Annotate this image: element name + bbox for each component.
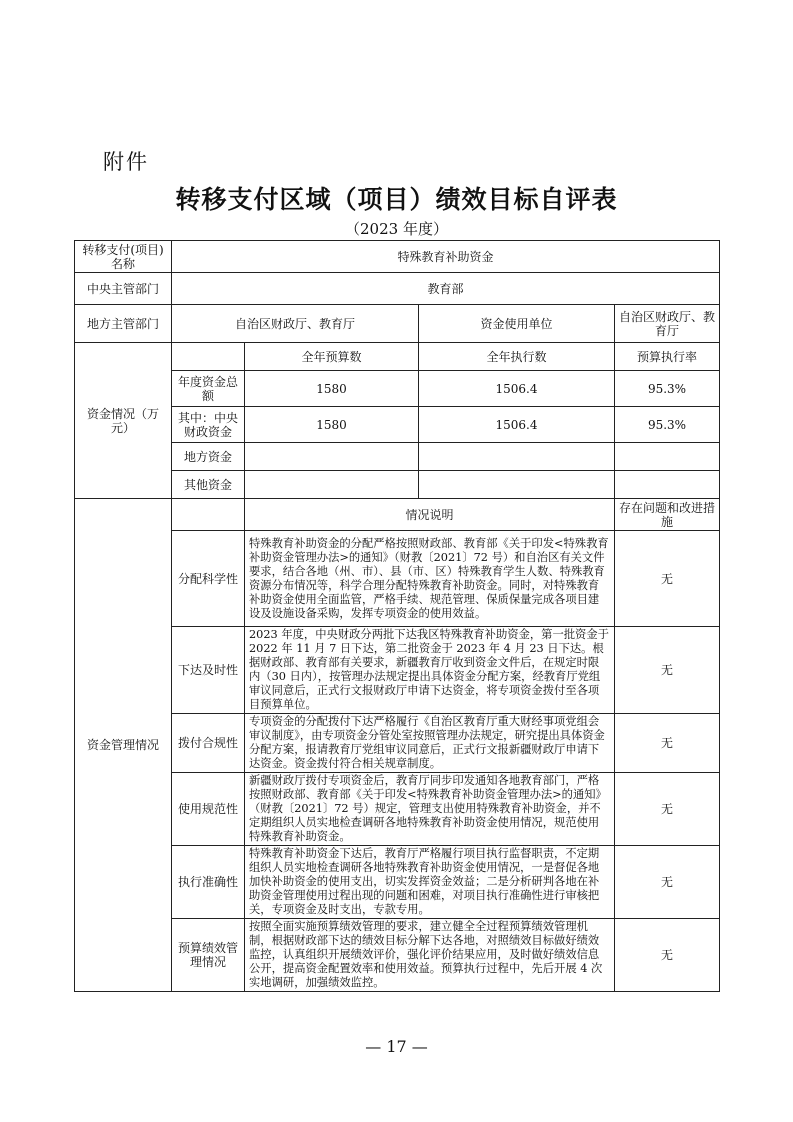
management-header-desc: 情况说明 (245, 499, 615, 531)
item-label: 下达及时性 (172, 627, 245, 714)
funds-header-rate: 预算执行率 (615, 343, 720, 371)
item-desc: 特殊教育补助资金下达后，教育厅严格履行项目执行监督职责，不定期组织人员实地检查调研各地特殊教育补助资金使用情况，一是督促各地加快补助资金的使用支出，切实发挥资金效益；二是分析研判各地在补助资金管理使用过程出现的问题和困难，对项目执行准确性进行审核把关，专项资金及时支出，专款专用。 (245, 846, 615, 919)
table-row (75, 531, 720, 627)
item-label: 执行准确性 (172, 846, 245, 919)
table-row (75, 407, 720, 443)
item-label: 分配科学性 (172, 531, 245, 627)
funds-total-rate: 95.3% (615, 371, 720, 407)
table-row (75, 343, 720, 371)
self-evaluation-table (74, 240, 720, 992)
table-row (75, 241, 720, 273)
item-label: 拨付合规性 (172, 714, 245, 773)
funds-other-label: 其他资金 (172, 471, 245, 499)
funds-local-rate (615, 443, 720, 471)
table-row (75, 471, 720, 499)
table-row (75, 273, 720, 305)
item-desc: 专项资金的分配拨付下达严格履行《自治区教育厅重大财经事项党组会审议制度》，由专项资金分管处室按照管理办法规定，研究提出具体资金分配方案，报请教育厅党组审议同意后，正式行文报新疆财政厅申请下达资金。资金拨付符合相关规章制度。 (245, 714, 615, 773)
funds-header-blank (172, 343, 245, 371)
table-row (75, 371, 720, 407)
item-issues: 无 (615, 627, 720, 714)
item-issues: 无 (615, 773, 720, 846)
funds-local-budget (245, 443, 419, 471)
funds-other-rate (615, 471, 720, 499)
report-year: （2023 年度） (345, 220, 448, 238)
item-desc: 按照全面实施预算绩效管理的要求，建立健全全过程预算绩效管理机制，根据财政部下达的绩效目标分解下达各地，对照绩效目标做好绩效监控，认真组织开展绩效评价，强化评价结果应用，及时做好绩效信息公开，提高资金配置效率和使用效益。预算执行过程中，先后开展 4 次实地调研，加强绩效监控。 (245, 919, 615, 992)
item-label: 预算绩效管理情况 (172, 919, 245, 992)
table-row (75, 773, 720, 846)
funds-other-budget (245, 471, 419, 499)
funds-total-executed: 1506.4 (419, 371, 615, 407)
funds-central-budget: 1580 (245, 407, 419, 443)
page-title: 转移支付区域（项目）绩效目标自评表 (175, 185, 618, 214)
funds-central-rate: 95.3% (615, 407, 720, 443)
funds-section-label: 资金情况（万元） (75, 343, 172, 499)
project-name-value: 特殊教育补助资金 (172, 241, 720, 273)
item-desc: 特殊教育补助资金的分配严格按照财政部、教育部《关于印发<特殊教育补助资金管理办法>的通知》（财教〔2021〕72 号）和自治区有关文件要求，结合各地（州、市）、县（市、区）特殊教育学生人数、特殊教育资源分布情况等，科学合理分配特殊教育补助资金。同时，对特殊教育补助资金使用全面监管，严格手续、规范管理、保质保量完成各项目建设及设施设备采购，发挥专项资金的使用效益。 (245, 531, 615, 627)
item-desc: 2023 年度，中央财政分两批下达我区特殊教育补助资金，第一批资金于 2022 年 11 月 7 日下达，第二批资金于 2023 年 4 月 23 日下达。根据财政部、教育部有关要求，新疆教育厅收到资金文件后，在规定时限内（30 日内），按管理办法规定提出具体资金分配方案，经教育厅党组审议同意后，正式行文报财政厅申请下达资金，将专项资金拨付至各项目预算单位。 (245, 627, 615, 714)
table-row (75, 305, 720, 343)
central-dept-label: 中央主管部门 (75, 273, 172, 305)
local-dept-label: 地方主管部门 (75, 305, 172, 343)
table-row (75, 846, 720, 919)
item-issues: 无 (615, 846, 720, 919)
management-header-blank (172, 499, 245, 531)
funds-central-label: 其中：中央财政资金 (172, 407, 245, 443)
funds-central-executed: 1506.4 (419, 407, 615, 443)
funds-local-label: 地方资金 (172, 443, 245, 471)
table-row (75, 627, 720, 714)
table-row (75, 443, 720, 471)
fund-user-value: 自治区财政厅、教育厅 (615, 305, 720, 343)
table-row (75, 919, 720, 992)
attachment-label: 附件 (103, 150, 149, 174)
funds-header-budget: 全年预算数 (245, 343, 419, 371)
item-issues: 无 (615, 919, 720, 992)
item-issues: 无 (615, 714, 720, 773)
funds-local-executed (419, 443, 615, 471)
table-row (75, 499, 720, 531)
management-header-issues: 存在问题和改进措施 (615, 499, 720, 531)
funds-total-label: 年度资金总额 (172, 371, 245, 407)
item-label: 使用规范性 (172, 773, 245, 846)
table-row (75, 714, 720, 773)
funds-total-budget: 1580 (245, 371, 419, 407)
item-desc: 新疆财政厅拨付专项资金后，教育厅同步印发通知各地教育部门，严格按照财政部、教育部《关于印发<特殊教育补助资金管理办法>的通知》（财教〔2021〕72 号）规定，管理支出使用特殊教育补助资金，并不定期组织人员实地检查调研各地特殊教育补助资金使用情况，规范使用特殊教育补助资金。 (245, 773, 615, 846)
central-dept-value: 教育部 (172, 273, 720, 305)
management-section-label: 资金管理情况 (75, 499, 172, 992)
page-number: — 17 — (365, 1037, 428, 1056)
fund-user-label: 资金使用单位 (419, 305, 615, 343)
project-name-label: 转移支付(项目)名称 (75, 241, 172, 273)
funds-other-executed (419, 471, 615, 499)
funds-header-executed: 全年执行数 (419, 343, 615, 371)
local-dept-value: 自治区财政厅、教育厅 (172, 305, 419, 343)
item-issues: 无 (615, 531, 720, 627)
